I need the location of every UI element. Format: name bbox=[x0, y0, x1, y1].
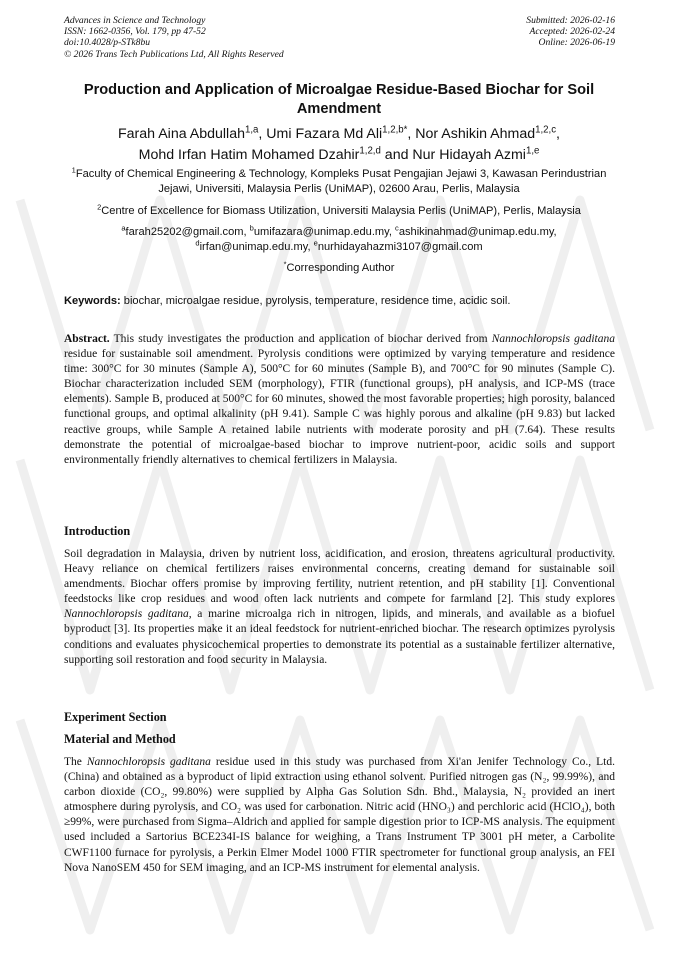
author-name: Nur Hidayah Azmi bbox=[412, 146, 526, 163]
corresponding-mark: * bbox=[283, 259, 287, 269]
dates-header bbox=[526, 15, 615, 49]
email-link[interactable]: ashikinahmad@unimap.edu.my, bbox=[398, 226, 557, 238]
email-mark: a bbox=[121, 223, 126, 233]
abstract-label: Abstract. bbox=[64, 333, 110, 345]
author-name: Umi Fazara Md Ali bbox=[266, 126, 383, 142]
author-affiliation-mark: 1,a bbox=[244, 124, 259, 136]
affiliation-mark: 1 bbox=[71, 165, 76, 175]
abstract-text: This study investigates the production and application of biochar derived from bbox=[109, 333, 492, 345]
body-text: The bbox=[64, 756, 87, 768]
email-link[interactable]: farah25202@gmail.com, bbox=[125, 226, 250, 238]
author-separator: , bbox=[407, 126, 416, 142]
body-text: Soil degradation in Malaysia, driven by nutrient loss, acidification, and erosion, threatens agricultural productivity. Heavy reliance on chemical fertilizers raises environmental concerns, creating demand for sustainable soil amendments. Biochar offers promise by improving fertility, nutrient retention, and pH stability [1]. Conventional feedstocks like crop residues and wood often lack nutrients and compete for farmland [2]. This study explores bbox=[64, 548, 615, 606]
keywords bbox=[64, 294, 616, 309]
keywords-label: Keywords: bbox=[64, 295, 121, 307]
species-name: Nannochloropsis gaditana bbox=[491, 333, 615, 345]
doi: doi:10.4028/p-STk8bu bbox=[64, 37, 151, 49]
issn: ISSN: 1662-0356, Vol. 179, pp 47-52 bbox=[64, 26, 206, 38]
author-name: Nor Ashikin Ahmad bbox=[415, 126, 536, 142]
body-text: , a marine microalga rich in nitrogen, lipids, and minerals, and available as a biofuel byproduct [3]. Its properties make it an ideal feedstock for nutrient-enriched biochar. The research optimizes pyrolysis conditions and evaluates physicochemical properties to demonstrate its potential as a sustainable fertilizer alternative, supporting soil restoration and food security in Malaysia. bbox=[64, 608, 615, 666]
keywords-text: biochar, microalgae residue, pyrolysis, temperature, residence time, acidic soil. bbox=[120, 295, 511, 307]
email-link[interactable]: umifazara@unimap.edu.my, bbox=[253, 226, 396, 238]
email-mark: e bbox=[313, 238, 318, 248]
abstract bbox=[64, 332, 615, 468]
materials-heading: Material and Method bbox=[64, 732, 176, 746]
journal-name: Advances in Science and Technology bbox=[64, 15, 206, 26]
species-name: Nannochloropsis gaditana bbox=[86, 756, 211, 768]
introduction-heading: Introduction bbox=[64, 524, 131, 538]
author-affiliation-mark: 1,2,d bbox=[359, 144, 381, 156]
affiliation-text: Faculty of Chemical Engineering & Technology, Kompleks Pusat Pengajian Jejawi 3, Kawasan Perindustrian Jejawi, Universiti, Malaysia Perlis (UniMAP), 02600 Arau, Perlis, Malaysia bbox=[75, 168, 607, 196]
affiliation-2 bbox=[64, 204, 614, 219]
journal-header bbox=[64, 15, 284, 60]
author-name: Mohd Irfan Hatim Mohamed Dzahir bbox=[138, 146, 360, 163]
author-affiliation-mark: 1,2,b* bbox=[382, 124, 408, 136]
abstract-text: residue for sustainable soil amendment. Pyrolysis conditions were optimized by varying temperature and residence time: 300°C for 30 minutes (Sample A), 500°C for 60 minutes (Sample B), and 700°C for 90 minutes (Sample C). Biochar characterization included SEM (morphology), FTIR (functional groups), pH analysis, and ICP-MS (trace elements). Sample B, produced at 500°C for 60 minutes, showed the most favorable properties; high porosity, balanced functional groups, and optimal alkalinity (pH 9.41). Sample C was highly porous and alkaline (pH 9.83) but lacked reactive groups, while Sample A retained labile nutrients with moderate porosity and pH (7.64). These results demonstrate the potential of microalgae-based biochar to improve nutrient-poor, acidic soils and support environmentally friendly alternatives to chemical fertilizers in Malaysia. bbox=[64, 348, 615, 466]
body-text: residue used in this study was purchased from Xi'an Jenifer Technology Co., Ltd. (China) and obtained as a byproduct of lipid extraction using ethanol solvent. Purified nitrogen gas (N₂, 99.99%), and carbon dioxide (CO₂, 99.80%) were supplied by Alpha Gas Solution Sdn. Bhd., Malaysia, N₂ provided an inert atmosphere during pyrolysis, and CO₂ was used for carbonation. Nitric acid (HNO₃) and perchloric acid (HClO₄), both ≥99%, were purchased from Sigma–Aldrich and applied for sample digestion prior to ICP-MS analysis. The equipment used included a Sartorius BCE234I-IS balance for weighing, a Trans Instrument TP 3001 pH meter, a Carbolite CWF1100 furnace for pyrolysis, a Perkin Elmer Model 1000 FTIR spectrometer for functional group analysis, an FEI Nova NanoSEM 450 for SEM imaging, and an ICP-MS instrument for elemental analysis. bbox=[64, 756, 615, 874]
author-affiliation-mark: 1,2,c bbox=[535, 124, 557, 136]
author-emails bbox=[64, 225, 614, 255]
species-name: Nannochloropsis gaditana bbox=[64, 608, 189, 621]
online-date: Online: 2026-06-19 bbox=[538, 37, 615, 49]
email-mark: d bbox=[195, 238, 200, 248]
experiment-heading: Experiment Section bbox=[64, 710, 167, 724]
submitted-date: Submitted: 2026-02-16 bbox=[526, 15, 615, 26]
copyright: © 2026 Trans Tech Publications Ltd, All Rights Reserved bbox=[64, 48, 284, 60]
affiliation-1 bbox=[64, 167, 614, 197]
email-link[interactable]: nurhidayahazmi3107@gmail.com bbox=[317, 241, 483, 254]
paper-title: Production and Application of Microalgae Residue-Based Biochar for Soil Amendment bbox=[83, 82, 595, 117]
author-separator: and bbox=[380, 146, 413, 163]
author-list bbox=[64, 124, 614, 165]
affiliation-text: Centre of Excellence for Biomass Utilization, Universiti Malaysia Perlis (UniMAP), Perlis, Malaysia bbox=[101, 205, 581, 217]
corresponding-author-note bbox=[64, 261, 614, 276]
email-mark: c bbox=[395, 223, 399, 233]
author-affiliation-mark: 1,e bbox=[525, 144, 540, 156]
author-separator: , bbox=[258, 126, 267, 142]
materials-body bbox=[64, 755, 615, 876]
accepted-date: Accepted: 2026-02-24 bbox=[529, 26, 615, 38]
affiliation-mark: 2 bbox=[97, 202, 102, 212]
author-separator: , bbox=[556, 126, 560, 142]
author-name: Farah Aina Abdullah bbox=[117, 126, 245, 142]
corresponding-label: Corresponding Author bbox=[286, 262, 395, 274]
email-mark: b bbox=[249, 223, 254, 233]
introduction-body bbox=[64, 547, 615, 668]
email-link[interactable]: irfan@unimap.edu.my, bbox=[199, 241, 314, 254]
